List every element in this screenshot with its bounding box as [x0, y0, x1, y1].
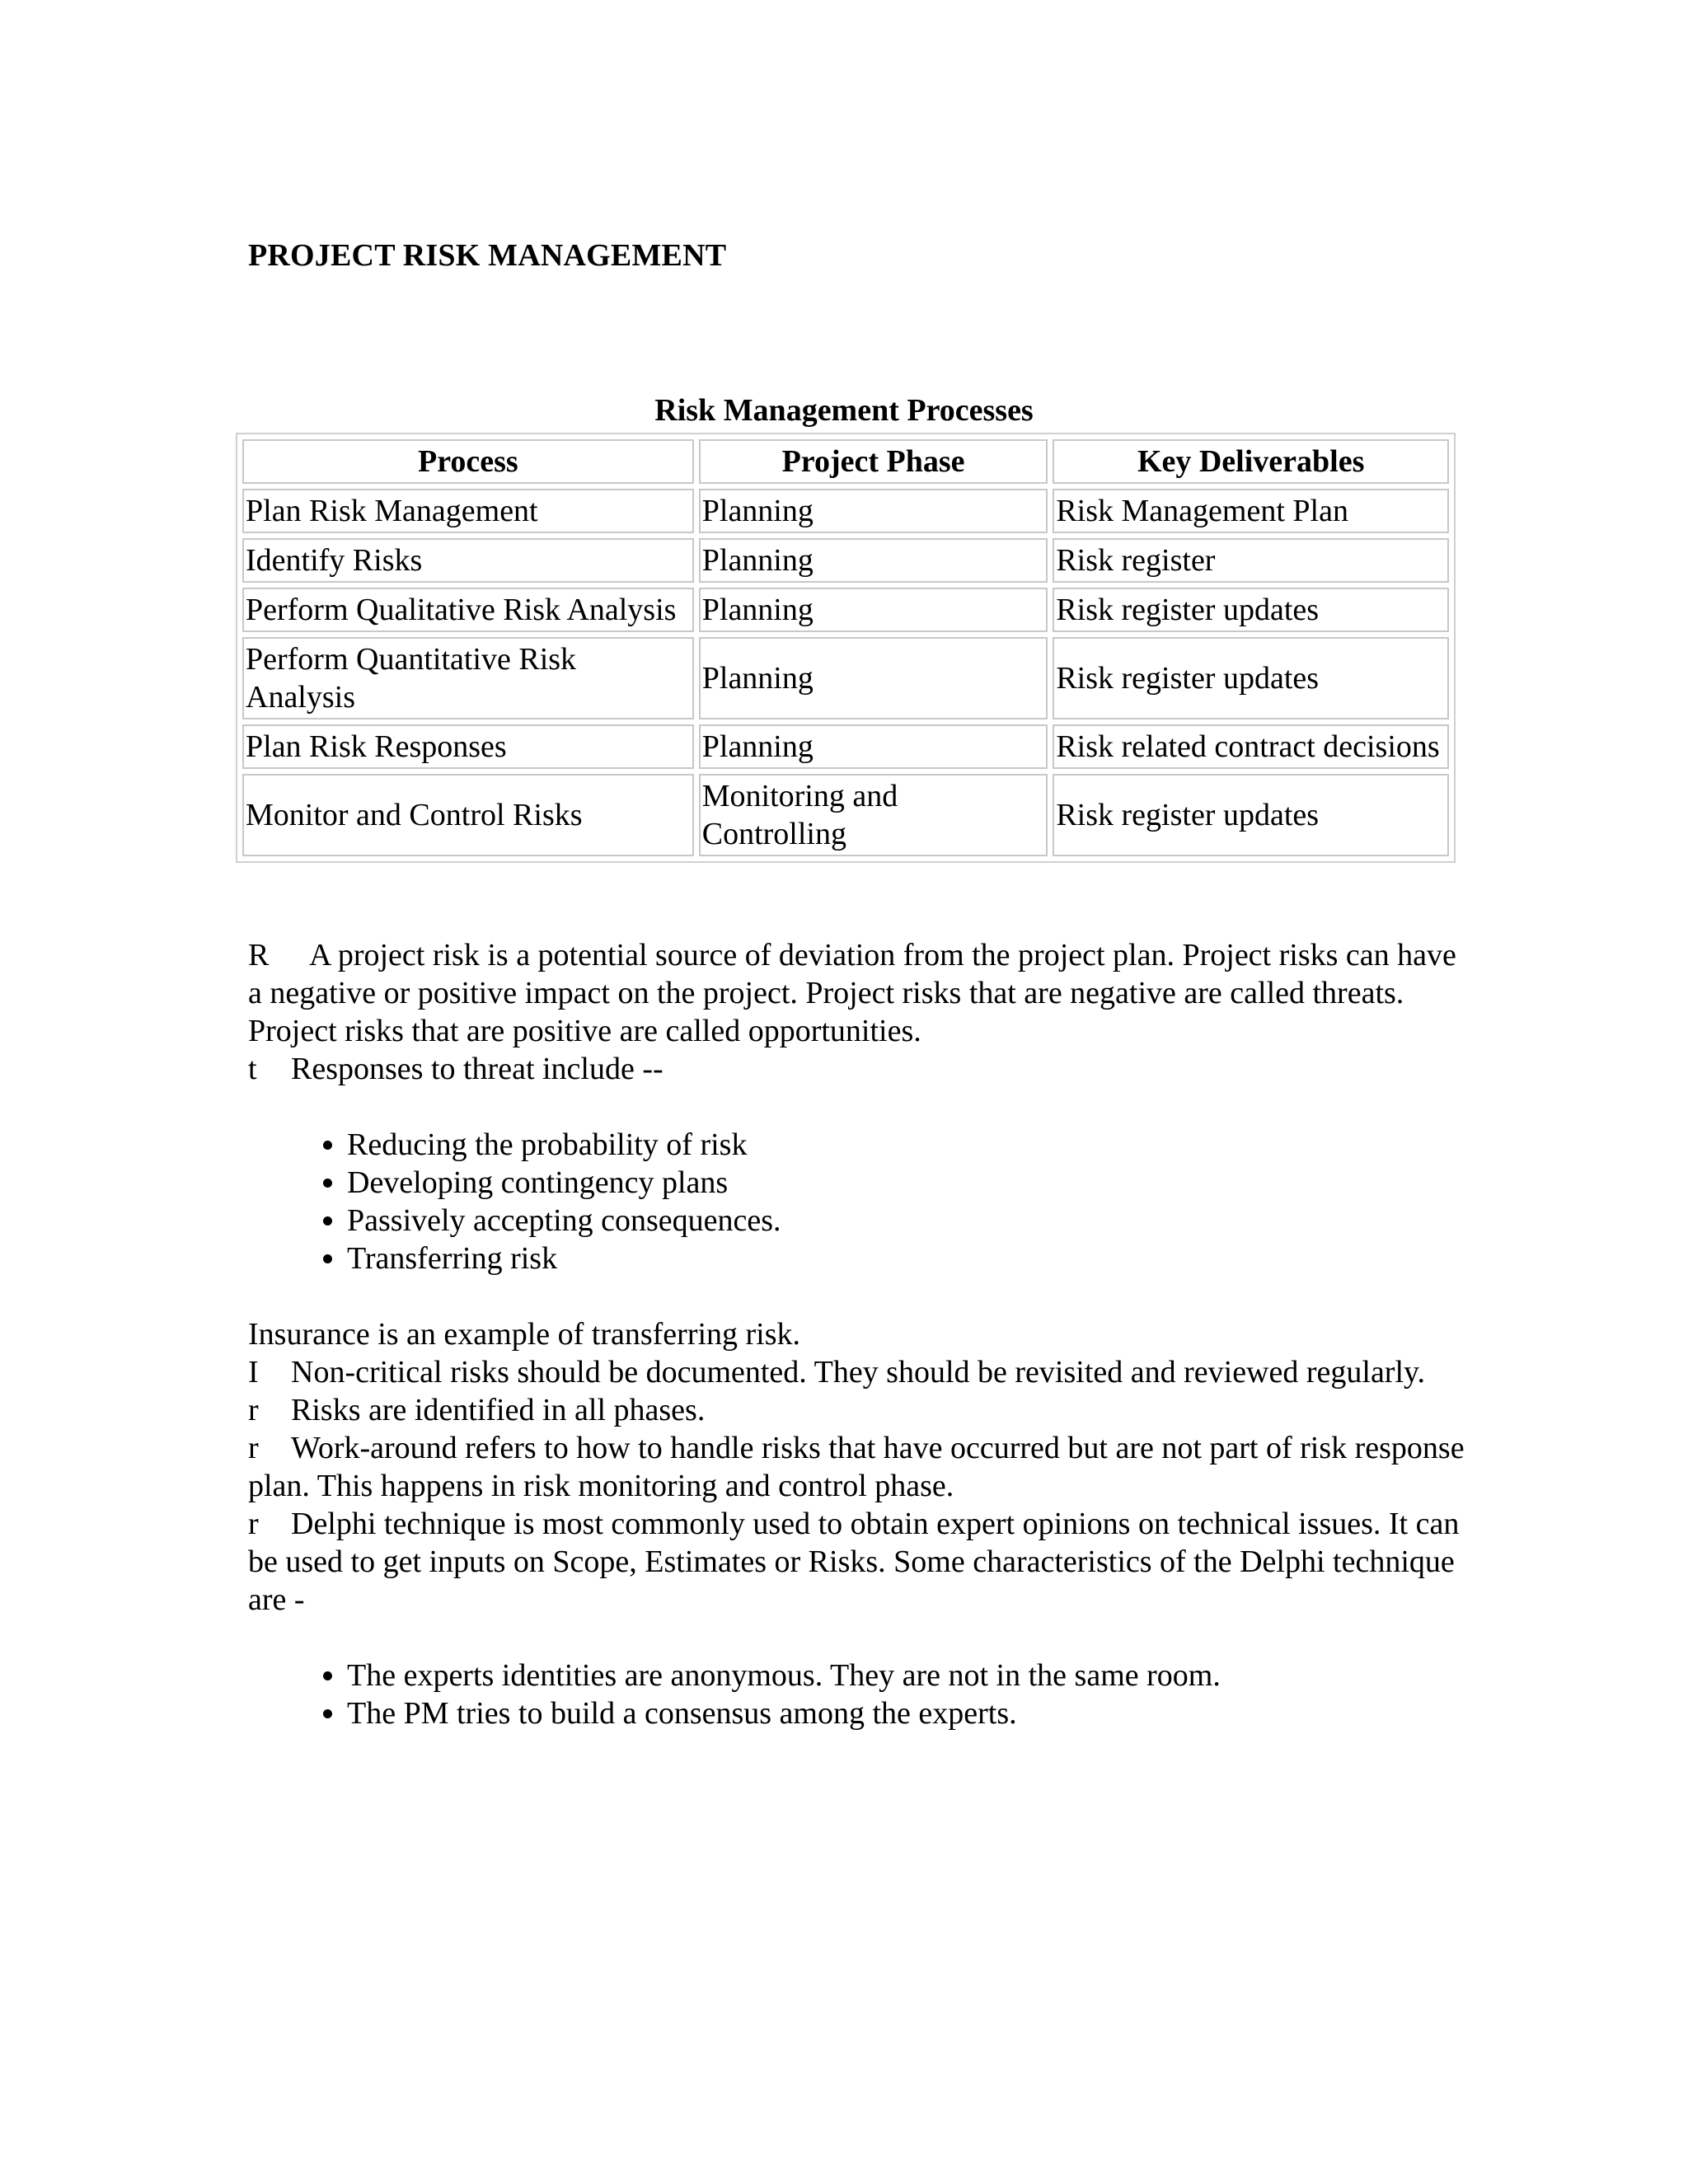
risk-processes-table-wrapper [236, 433, 1456, 863]
table-row [242, 538, 1449, 583]
list-item: • Reducing the probability of risk [347, 1126, 1468, 1164]
cell-deliverable: Risk Management Plan [1053, 489, 1449, 533]
paragraph-marker: R [248, 938, 270, 972]
paragraph-project-risk [248, 936, 1468, 1050]
table-header-row [242, 439, 1449, 484]
paragraph-work-around [248, 1429, 1468, 1505]
cell-process: Plan Risk Responses [242, 724, 694, 769]
list-item: • The PM tries to build a consensus among the experts. [347, 1694, 1468, 1732]
cell-process: Perform Qualitative Risk Analysis [242, 588, 694, 632]
paragraph-text: Responses to threat include -- [291, 1052, 663, 1086]
table-caption: Risk Management Processes [654, 393, 1034, 428]
cell-process: Plan Risk Management [242, 489, 694, 533]
delphi-characteristics-list [248, 1657, 1468, 1732]
cell-phase: Planning [699, 637, 1048, 719]
paragraph-text: Risks are identified in all phases. [291, 1393, 706, 1427]
list-item: • Passively accepting consequences. [347, 1202, 1468, 1240]
body-text [248, 936, 1468, 1732]
table-row [242, 774, 1449, 856]
risk-processes-table [236, 433, 1456, 863]
paragraph-text: A project risk is a potential source of deviation from the project plan. Project risks can have a negative or positive impact on the project. Project risks that are negative are called threats. Project risks that are positive are called opportunities. [248, 938, 1456, 1048]
paragraph-delphi-technique [248, 1505, 1468, 1619]
paragraph-marker: r [248, 1393, 259, 1427]
paragraph-marker: I [248, 1355, 259, 1390]
paragraph-threat-responses-intro [248, 1050, 1468, 1088]
cell-deliverable: Risk register updates [1053, 637, 1449, 719]
cell-phase: Monitoring and Controlling [699, 774, 1048, 856]
paragraph-marker: t [248, 1052, 257, 1086]
paragraph-text: Non-critical risks should be documented. They should be revisited and reviewed regularly. [291, 1355, 1426, 1390]
cell-process: Monitor and Control Risks [242, 774, 694, 856]
list-item: • Transferring risk [347, 1240, 1468, 1277]
page-title: PROJECT RISK MANAGEMENT [248, 238, 727, 273]
table-row [242, 724, 1449, 769]
cell-deliverable: Risk related contract decisions [1053, 724, 1449, 769]
paragraph-insurance: Insurance is an example of transferring risk. [248, 1317, 801, 1352]
cell-deliverable: Risk register [1053, 538, 1449, 583]
cell-process: Identify Risks [242, 538, 694, 583]
paragraph-text: Delphi technique is most commonly used to obtain expert opinions on technical issues. It can be used to get inputs on Scope, Estimates or Risks. Some characteristics of the Delphi technique are - [248, 1507, 1460, 1617]
paragraph-risks-identified [248, 1391, 1468, 1429]
paragraph-marker: r [248, 1431, 259, 1465]
paragraph-text: Work-around refers to how to handle risks that have occurred but are not part of risk response plan. This happens in risk monitoring and control phase. [248, 1431, 1465, 1503]
list-item: • Developing contingency plans [347, 1164, 1468, 1202]
cell-phase: Planning [699, 724, 1048, 769]
paragraph-non-critical-risks [248, 1353, 1468, 1391]
cell-phase: Planning [699, 489, 1048, 533]
cell-process: Perform Quantitative Risk Analysis [242, 637, 694, 719]
table-row [242, 489, 1449, 533]
header-key-deliverables: Key Deliverables [1053, 439, 1449, 484]
paragraph-marker: r [248, 1507, 259, 1541]
cell-phase: Planning [699, 538, 1048, 583]
cell-phase: Planning [699, 588, 1048, 632]
header-project-phase: Project Phase [699, 439, 1048, 484]
threat-responses-list [248, 1126, 1468, 1277]
table-row [242, 588, 1449, 632]
list-item: • The experts identities are anonymous. They are not in the same room. [347, 1657, 1468, 1694]
cell-deliverable: Risk register updates [1053, 588, 1449, 632]
cell-deliverable: Risk register updates [1053, 774, 1449, 856]
table-row [242, 637, 1449, 719]
header-process: Process [242, 439, 694, 484]
